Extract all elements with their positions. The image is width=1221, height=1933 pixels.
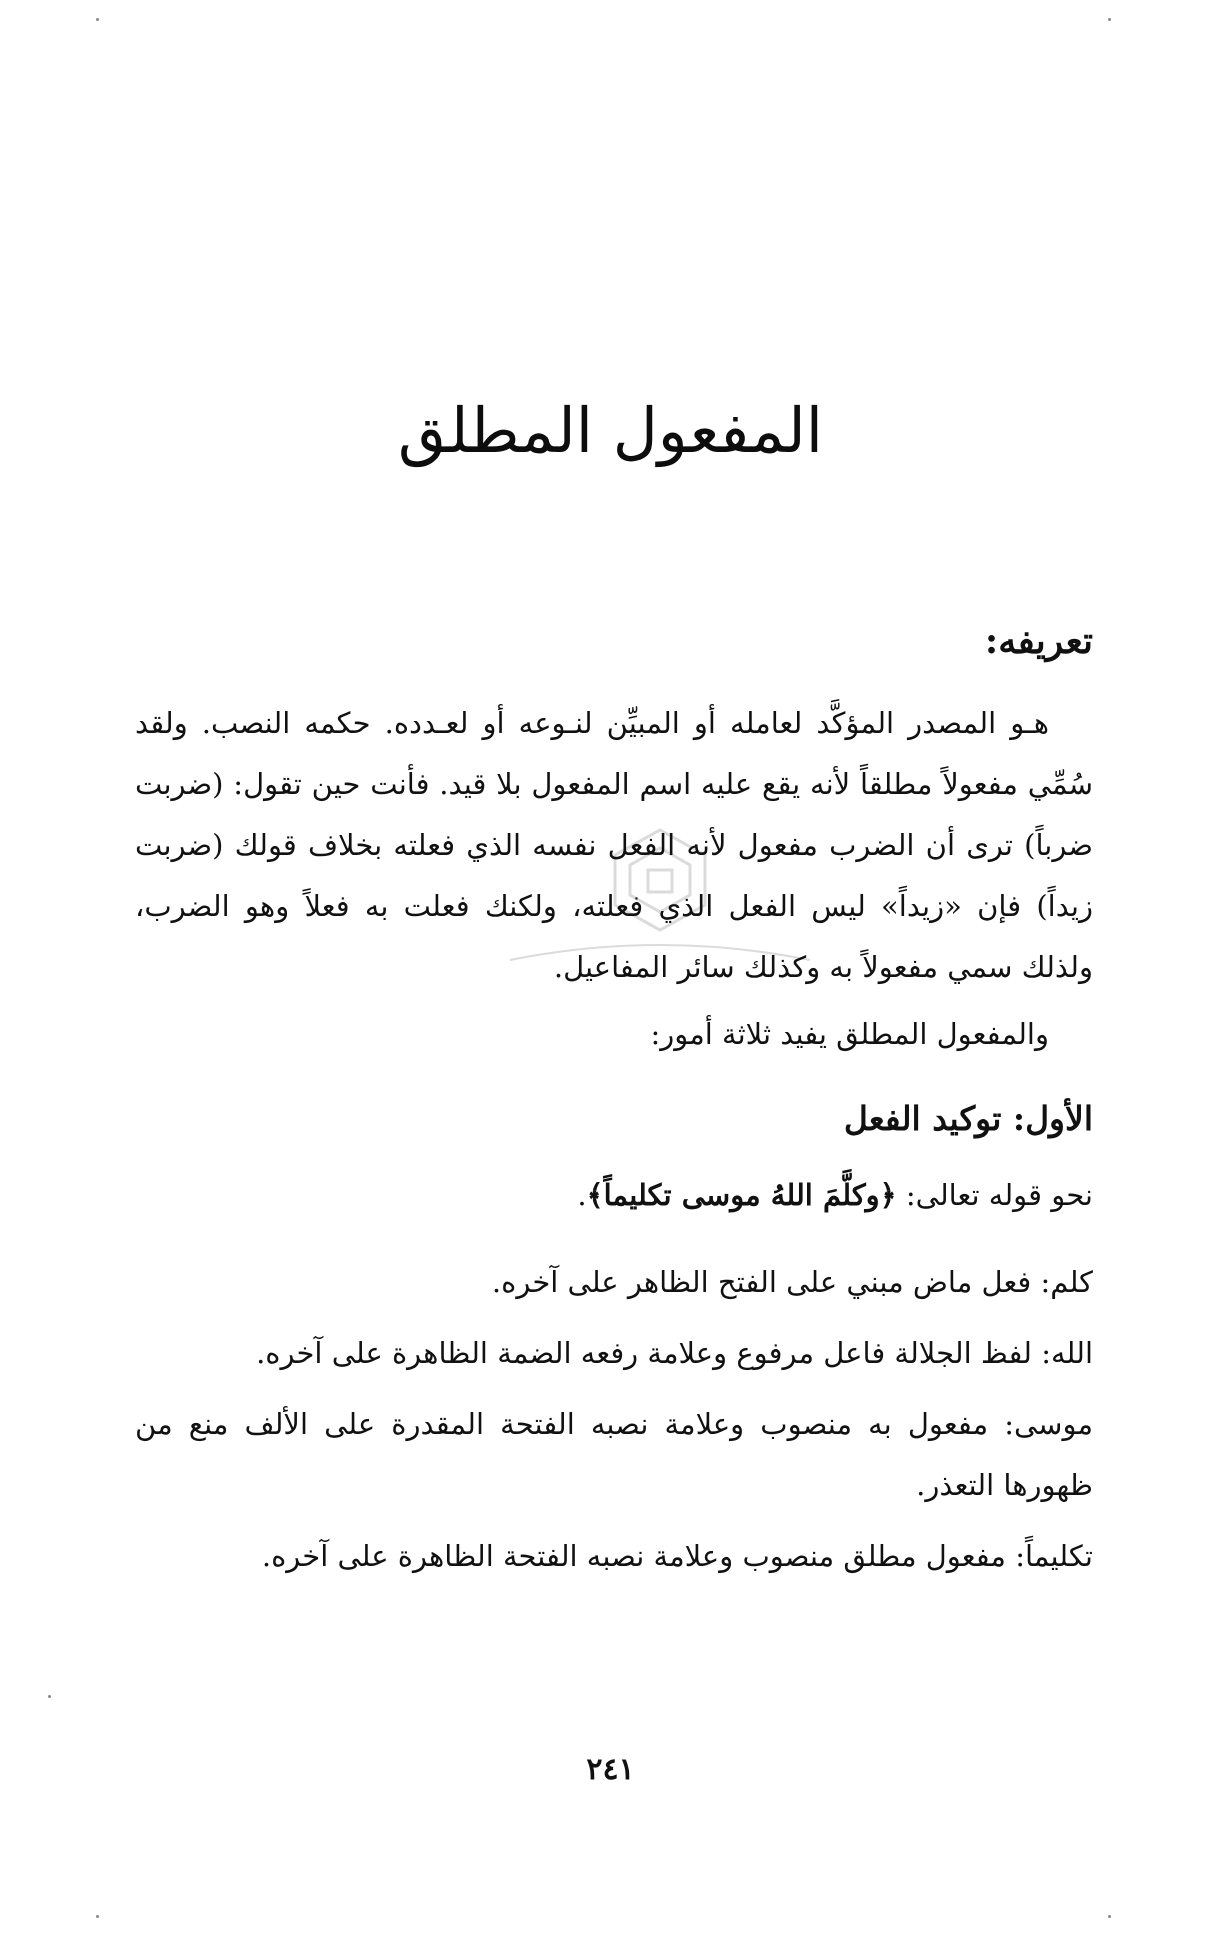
main-content — [135, 620, 1093, 1597]
irab-term: تكليماً: — [1015, 1538, 1093, 1573]
irab-item-taklima — [135, 1526, 1093, 1587]
scan-speck — [48, 1695, 51, 1698]
irab-text: مفعول به منصوب وعلامة نصبه الفتحة المقدرة على الألف منع من ظهورها التعذر. — [135, 1406, 1093, 1502]
example-end: . — [577, 1177, 587, 1212]
irab-text: فعل ماض مبني على الفتح الظاهر على آخره. — [491, 1264, 1041, 1299]
scan-speck — [96, 18, 99, 21]
scan-speck — [1108, 1915, 1111, 1918]
quran-example — [135, 1165, 1093, 1226]
irab-item-kallama — [135, 1252, 1093, 1313]
irab-text: مفعول مطلق منصوب وعلامة نصبه الفتحة الظاهرة على آخره. — [261, 1538, 1016, 1573]
irab-term: موسى: — [1004, 1406, 1093, 1441]
irab-term: الله: — [1041, 1335, 1093, 1370]
irab-term: كلم: — [1040, 1264, 1093, 1299]
example-intro: نحو قوله تعالى: — [896, 1177, 1093, 1212]
page-number: ٢٤١ — [586, 1752, 635, 1787]
definition-paragraph: هـو المصدر المؤكَّد لعامله أو المبيِّن لنـوعه أو لعـدده. حكمه النصب. ولقد سُمِّي مفعولاً مطلقاً لأنه يقع عليه اسم المفعول بلا قيد. فأنت حين تقول: (ضربت ضرباً) ترى أن الضرب مفعول لأنه الفعل نفسه الذي فعلته بخلاف قولك (ضربت زيداً) فإن «زيداً» ليس الفعل الذي فعلته، ولكنك فعلت به فعلاً وهو الضرب، ولذلك سمي مفعولاً به وكذلك سائر المفاعيل. — [135, 706, 1093, 985]
scan-speck — [1108, 18, 1111, 21]
scan-speck — [96, 1915, 99, 1918]
quran-verse: ﴿وكلَّمَ اللهُ موسى تكليماً﴾ — [586, 1177, 897, 1212]
chapter-title: المفعول المطلق — [397, 394, 824, 467]
irab-text: لفظ الجلالة فاعل مرفوع وعلامة رفعه الضمة الظاهرة على آخره. — [256, 1335, 1042, 1370]
section-heading-definition: تعريفه: — [984, 620, 1093, 662]
summary-line: والمفعول المطلق يفيد ثلاثة أمور: — [650, 1017, 1049, 1052]
irab-item-musa — [135, 1394, 1093, 1516]
first-use-heading: الأول: توكيد الفعل — [843, 1099, 1093, 1139]
irab-item-allah — [135, 1323, 1093, 1384]
